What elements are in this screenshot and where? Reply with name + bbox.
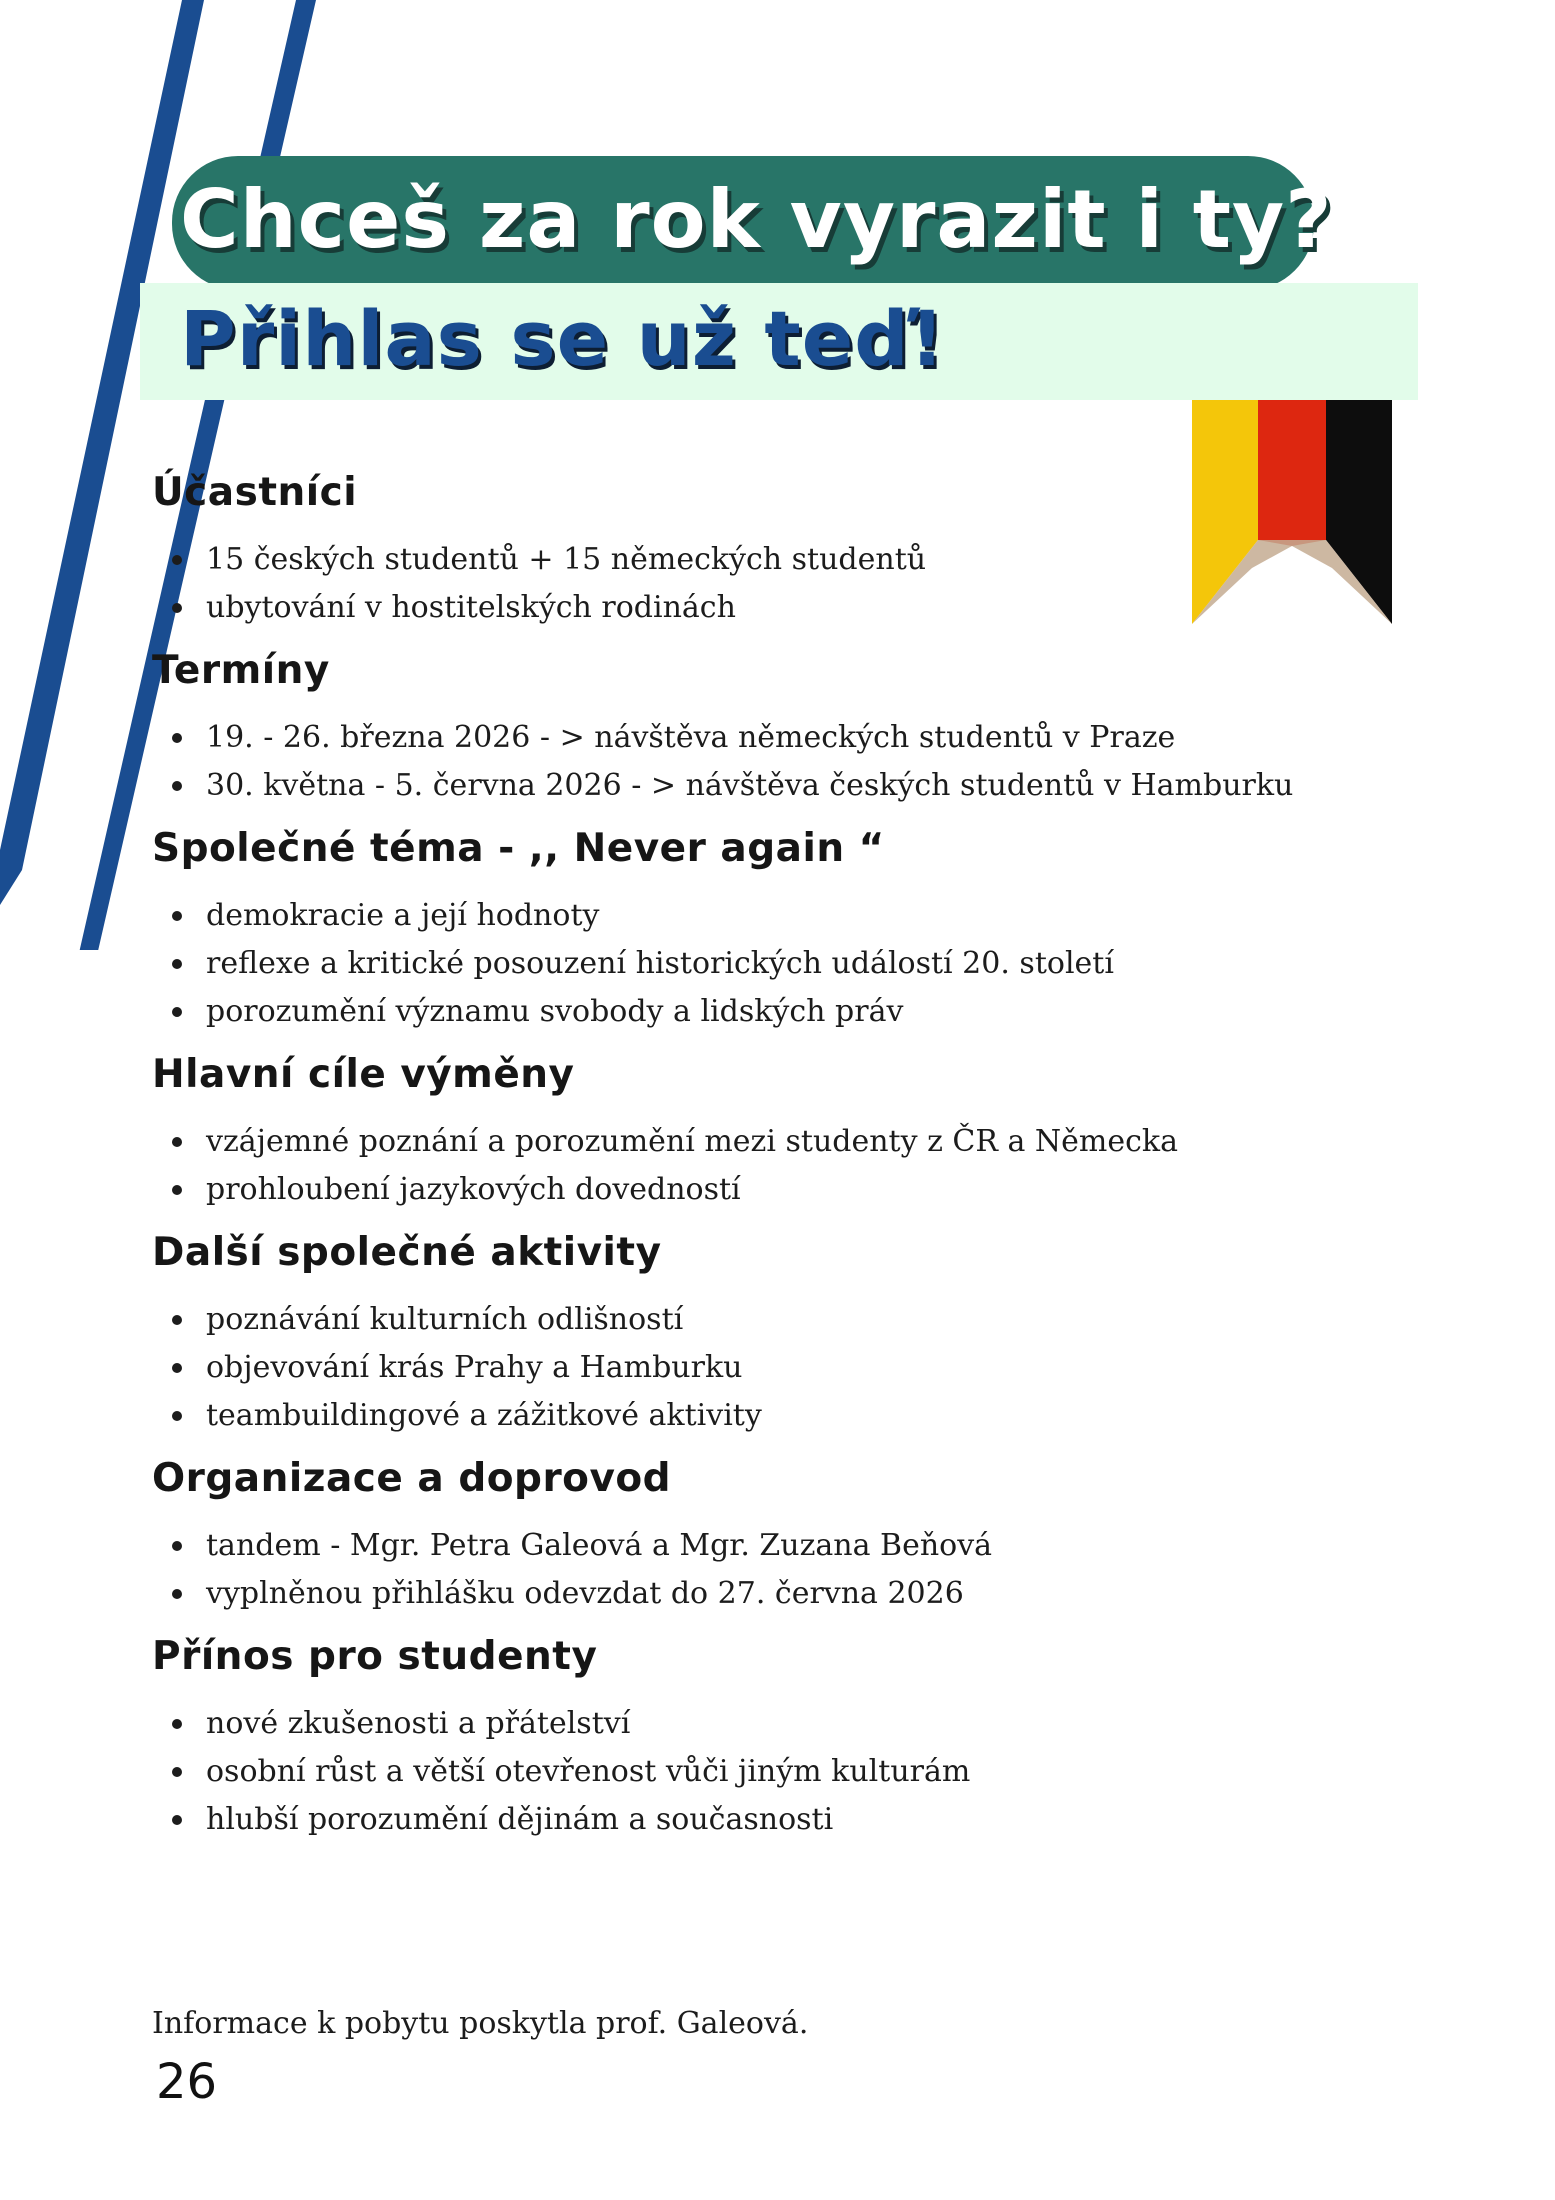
list-item: demokracie a její hodnoty (152, 892, 1352, 940)
bullet-list (152, 1700, 1352, 1844)
list-item: objevování krás Prahy a Hamburku (152, 1344, 1352, 1392)
bullet-list (152, 892, 1352, 1036)
list-item: reflexe a kritické posouzení historických událostí 20. století (152, 940, 1352, 988)
section-theme (152, 826, 1352, 1036)
list-item: 30. května - 5. června 2026 - > návštěva českých studentů v Hamburku (152, 762, 1352, 810)
list-item: tandem - Mgr. Petra Galeová a Mgr. Zuzana Beňová (152, 1522, 1352, 1570)
section-title: Termíny (152, 648, 330, 693)
section-title: Společné téma - ,, Never again “ (152, 826, 885, 871)
bullet-list (152, 536, 1352, 632)
list-item: poznávání kulturních odlišností (152, 1296, 1352, 1344)
subheadline-title: Přihlas se už teď! (180, 294, 946, 383)
bullet-list (152, 714, 1352, 810)
list-item: ubytování v hostitelských rodinách (152, 584, 1352, 632)
section-organization (152, 1456, 1352, 1618)
section-dates (152, 648, 1352, 810)
list-item: osobní růst a větší otevřenost vůči jiným kulturám (152, 1748, 1352, 1796)
section-title: Organizace a doprovod (152, 1456, 672, 1501)
section-title: Účastníci (152, 470, 358, 515)
bullet-list (152, 1118, 1352, 1214)
bullet-list (152, 1522, 1352, 1618)
section-participants (152, 470, 1352, 632)
section-activities (152, 1230, 1352, 1440)
list-item: 19. - 26. března 2026 - > návštěva německých studentů v Praze (152, 714, 1352, 762)
list-item: hlubší porozumění dějinám a současnosti (152, 1796, 1352, 1844)
list-item: 15 českých studentů + 15 německých studentů (152, 536, 1352, 584)
list-item: prohloubení jazykových dovedností (152, 1166, 1352, 1214)
section-title: Hlavní cíle výměny (152, 1052, 575, 1097)
list-item: vzájemné poznání a porozumění mezi studenty z ČR a Německa (152, 1118, 1352, 1166)
headline-title: Chceš za rok vyrazit i ty? (180, 173, 1333, 266)
list-item: porozumění významu svobody a lidských práv (152, 988, 1352, 1036)
list-item: vyplněnou přihlášku odevzdat do 27. června 2026 (152, 1570, 1352, 1618)
page-number: 26 (156, 2054, 218, 2110)
list-item: nové zkušenosti a přátelství (152, 1700, 1352, 1748)
section-goals (152, 1052, 1352, 1214)
footer-note: Informace k pobytu poskytla prof. Galeová. (152, 2006, 809, 2041)
content (152, 470, 1352, 1860)
bullet-list (152, 1296, 1352, 1440)
section-title: Další společné aktivity (152, 1230, 662, 1275)
section-benefits (152, 1634, 1352, 1844)
list-item: teambuildingové a zážitkové aktivity (152, 1392, 1352, 1440)
section-title: Přínos pro studenty (152, 1634, 598, 1679)
